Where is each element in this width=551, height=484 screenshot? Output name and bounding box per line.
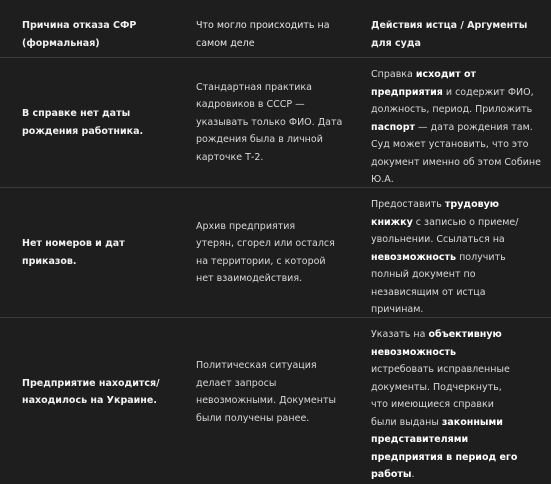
actions-text	[371, 196, 533, 319]
action-text-segment: истребовать исправленные документы. Подчеркнуть, что имеющиеся справки были выданы	[371, 364, 510, 428]
emphasis-text: невозможность	[371, 251, 457, 263]
header-actions-text: Действия истца / Аргументы для суда	[371, 20, 528, 49]
action-text-segment: Справка	[371, 69, 416, 80]
actions-cell	[367, 188, 551, 317]
header-reality-text: Что могло происходить на самом деле	[196, 20, 330, 49]
reality-cell	[183, 58, 367, 187]
reason-cell	[0, 318, 183, 466]
reason-text: Нет номеров и дат приказов.	[22, 238, 125, 267]
table-header-row	[0, 0, 551, 58]
reality-text: Стандартная практика кадровиков в СССР — указывать только ФИО. Дата рождения была в личной карточке Т-2.	[196, 81, 343, 163]
reality-cell	[183, 188, 367, 317]
emphasis-text: законными представителями предприятия в период его работы	[371, 416, 518, 480]
table-row	[0, 58, 551, 188]
action-text-segment: получить полный документ по независящим от истца причинам.	[371, 251, 506, 315]
actions-text	[371, 326, 521, 484]
reality-cell	[183, 318, 367, 466]
actions-cell	[367, 318, 551, 480]
action-text-segment: .	[411, 469, 415, 480]
table-row	[0, 188, 551, 318]
emphasis-text: паспорт	[371, 121, 416, 133]
actions-text	[371, 66, 543, 189]
action-text-segment: с записью о приеме/увольнении. Ссылаться на	[371, 216, 519, 245]
reason-text: В справке нет даты рождения работника.	[22, 108, 144, 137]
reality-text: Архив предприятия утерян, сгорел или остался на территории, с которой нет взаимодействия.	[196, 220, 335, 284]
reason-text: Предприятие находится/находилось на Украине.	[22, 377, 160, 406]
emphasis-text: объективную невозможность	[371, 329, 502, 358]
reason-cell	[0, 58, 183, 187]
header-cell-reason	[0, 0, 183, 57]
emphasis-text: исходит от предприятия	[371, 69, 476, 98]
header-reason-text: Причина отказа СФР (формальная)	[22, 20, 137, 49]
table-row	[0, 318, 551, 480]
reason-cell	[0, 188, 183, 317]
reality-text: Политическая ситуация делает запросы невозможными. Документы были получены ранее.	[196, 360, 336, 424]
action-text-segment: Предоставить	[371, 199, 445, 210]
actions-cell	[367, 58, 551, 187]
action-text-segment: Указать на	[371, 329, 429, 340]
header-cell-reality	[183, 0, 367, 57]
action-text-segment: — дата рождения там. Суд может установить, что это документ именно об этом Собине Ю.А.	[371, 121, 541, 185]
header-cell-actions	[367, 0, 551, 57]
emphasis-text: трудовую книжку	[371, 199, 500, 228]
action-text-segment: и содержит ФИО, должность, период. Приложить	[371, 86, 534, 115]
